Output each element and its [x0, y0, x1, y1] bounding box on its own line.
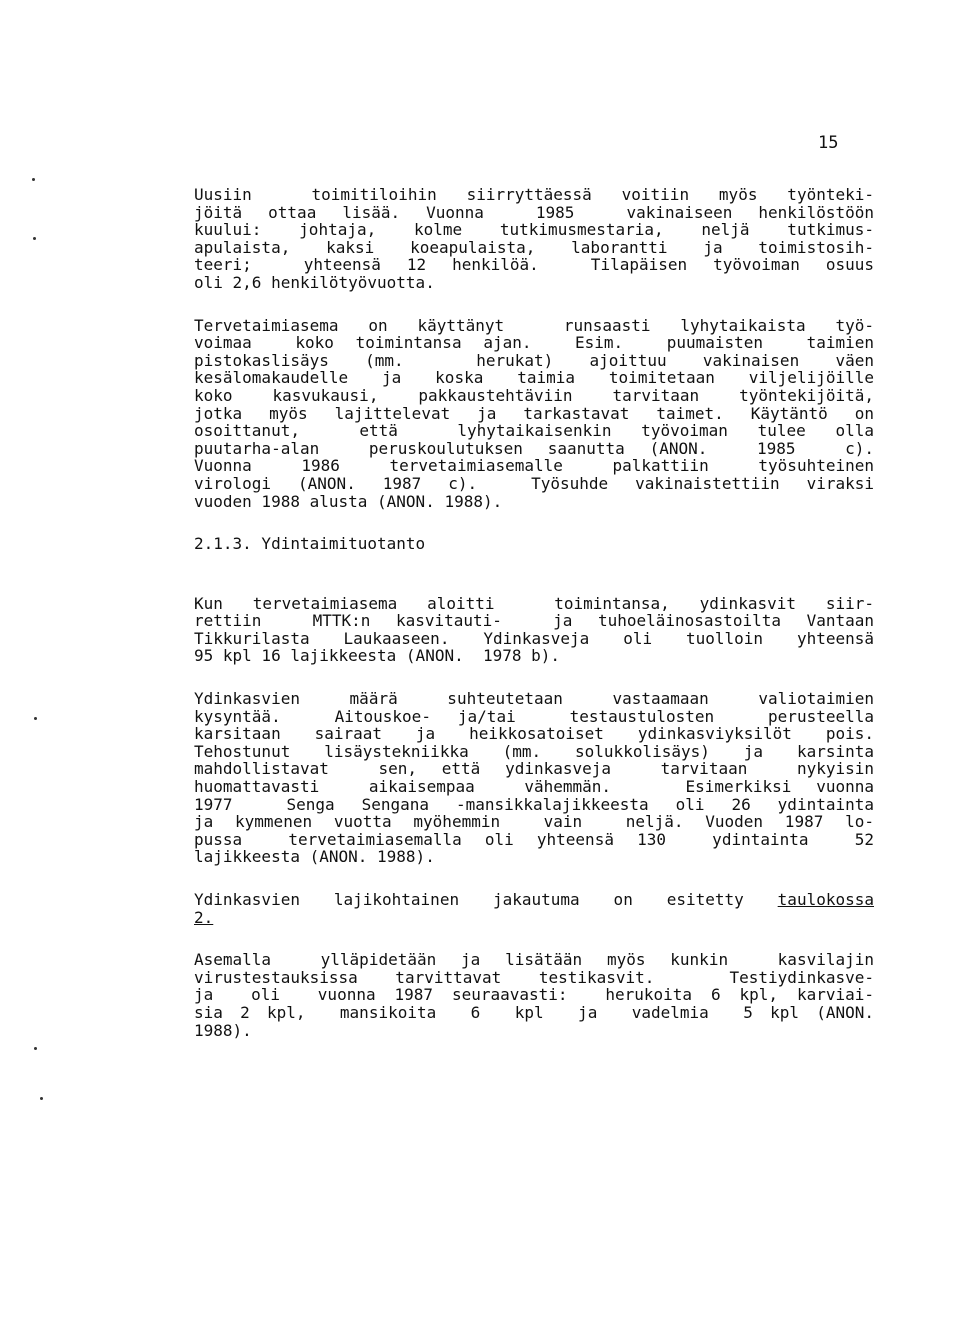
paragraph-nuclear-plants-transfer [194, 595, 874, 665]
section-heading-text: 2.1.3. Ydintaimituotanto [194, 534, 426, 554]
text-line: rettiin MTTK:n kasvitauti- ja tuhoeläinosastoilta Vantaan [194, 611, 874, 631]
text-line [194, 891, 874, 909]
text-line: vuoden 1988 alusta (ANON. 1988). [194, 491, 503, 511]
scan-speck [34, 717, 37, 720]
text-line: lajikkeesta (ANON. 1988). [194, 847, 435, 867]
text-line: kesälomakaudelle ja koska taimia toimitetaan viljelijöille [194, 368, 874, 388]
text-line: koko kasvukausi, pakkaustehtäviin tarvitaan työntekijöitä, [194, 385, 874, 405]
text-line: teeri; yhteensä 12 henkilöä. Tilapäisen työvoiman osuus [194, 255, 874, 275]
scan-speck [34, 1047, 37, 1050]
text-line: 1977 Senga Sengana -mansikkalajikkeesta oli 26 ydintainta [194, 794, 874, 814]
text-line: Kun tervetaimiasema aloitti toimintansa, ydinkasvit siir- [194, 593, 874, 613]
text-line: virustestauksissa tarvittavat testikasvit. Testiydinkasve- [194, 967, 874, 987]
text-line: Tervetaimiasema on käyttänyt runsaasti lyhytaikaista työ- [194, 315, 874, 335]
text-line: voimaa koko toimintansa ajan. Esim. puumaisten taimien [194, 333, 874, 353]
text-line: virologi (ANON. 1987 c). Työsuhde vakinaistettiin viraksi [194, 473, 874, 493]
scan-speck [33, 237, 36, 240]
text-line: huomattavasti aikaisempaa vähemmän. Esimerkiksi vuonna [194, 777, 874, 797]
text-line: ja oli vuonna 1987 seuraavasti: herukoita 6 kpl, karviai- [194, 985, 874, 1005]
text-line: pistokaslisäys (mm. herukat) ajoittuu vakinaisen väen [194, 350, 874, 370]
scan-speck [40, 1097, 43, 1100]
text-line: Vuonna 1986 tervetaimiasemalle palkattiin työsuhteinen [194, 456, 874, 476]
text-line: 95 kpl 16 lajikkeesta (ANON. 1978 b). [194, 646, 561, 666]
paragraph-test-plants [194, 951, 874, 1039]
text-line: puutarha-alan peruskoulutuksen saanutta (ANON. 1985 c). [194, 438, 874, 458]
text-line: osoittanut, että lyhytaikaisenkin työvoiman tulee olla [194, 421, 874, 441]
paragraph-nuclear-plants-amount [194, 690, 874, 866]
text-line: Tikkurilasta Laukaaseen. Ydinkasveja oli tuolloin yhteensä [194, 628, 874, 648]
text-line: jöitä ottaa lisää. Vuonna 1985 vakinaiseen henkilöstöön [194, 202, 874, 222]
text-line: apulaista, kaksi koeapulaista, laborantti ja toimistosih- [194, 237, 874, 257]
text-line: jotka myös lajittelevat ja tarkastavat taimet. Käytäntö on [194, 403, 874, 423]
text-line: 1988). [194, 1020, 252, 1040]
text-line: kysyntää. Aitouskoe- ja/tai testaustulosten perusteella [194, 706, 874, 726]
text-line: Ydinkasvien määrä suhteutetaan vastaamaan valiotaimien [194, 689, 874, 709]
paragraph-staff [194, 186, 874, 292]
page-number: 15 [818, 133, 839, 153]
table-reference-link: taulokossa [777, 890, 874, 909]
text-line: Asemalla ylläpidetään ja lisätään myös kunkin kasvilajin [194, 950, 874, 970]
table-reference-text: Ydinkasvien lajikohtainen jakautuma on esitetty [194, 890, 778, 909]
text-line: oli 2,6 henkilötyövuotta. [194, 272, 435, 292]
paragraph-table-reference [194, 891, 874, 926]
text-line: Tehostunut lisäystekniikka (mm. solukkolisäys) ja karsinta [194, 741, 874, 761]
paragraph-temporary-workforce [194, 317, 874, 511]
text-line: sia 2 kpl, mansikoita 6 kpl ja vadelmia 5 kpl (ANON. [194, 1002, 874, 1022]
text-line: karsitaan sairaat ja heikkosatoiset ydinkasviyksilöt pois. [194, 724, 874, 744]
table-reference-number: 2. [194, 907, 214, 927]
text-line: pussa tervetaimiasemalla oli yhteensä 130 ydintainta 52 [194, 829, 874, 849]
section-heading [194, 535, 874, 553]
text-line: kuului: johtaja, kolme tutkimusmestaria, neljä tutkimus- [194, 220, 874, 240]
text-line: ja kymmenen vuotta myöhemmin vain neljä. Vuoden 1987 lo- [194, 812, 874, 832]
document-body [194, 186, 874, 1064]
text-line: Uusiin toimitiloihin siirryttäessä voitiin myös työnteki- [194, 185, 874, 204]
text-line: mahdollistavat sen, että ydinkasveja tarvitaan nykyisin [194, 759, 874, 779]
scan-speck [32, 178, 35, 181]
